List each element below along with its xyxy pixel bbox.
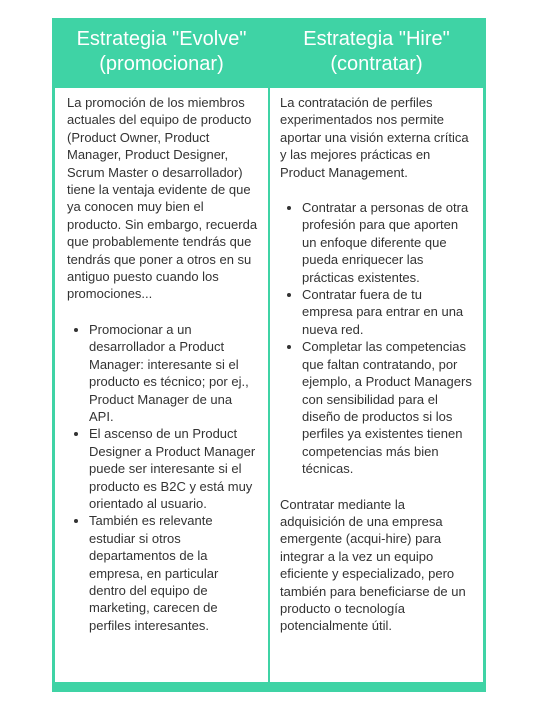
hire-header [270, 18, 483, 86]
hire-subtitle: (contratar) [330, 53, 423, 75]
list-item: • Contratar a personas de otra profesión para que aporten un enfoque diferente que pueda enriquecer las prácticas existentes. [302, 199, 473, 286]
comparison-table [52, 18, 486, 692]
hire-title: Estrategia "Hire" [303, 28, 450, 50]
list-item: • El ascenso de un Product Designer a Product Manager puede ser interesante si el producto es B2C y está muy orientado al usuario. [89, 425, 258, 512]
list-item: • Completar las competencias que faltan contratando, por ejemplo, a Product Managers con sensibilidad para el diseño de productos si los perfiles ya existentes tienen competencias más bien técnicas. [302, 338, 473, 477]
list-item: • Contratar fuera de tu empresa para entrar en una nueva red. [302, 286, 473, 338]
hire-outro: Contratar mediante la adquisición de una empresa emergente (acqui-hire) para integrar a la vez un equipo eficiente y especializado, pero también para beneficiarse de un producto o tecnología potencialmente útil. [280, 496, 466, 634]
evolve-subtitle: (promocionar) [99, 53, 224, 75]
evolve-bullet-list [67, 321, 258, 634]
evolve-column [55, 18, 268, 692]
hire-column [270, 18, 483, 692]
evolve-body [55, 88, 268, 682]
evolve-header [55, 18, 268, 86]
hire-intro: La contratación de perfiles experimentados nos permite aportar una visión externa crítica y las mejores prácticas en Product Management. [280, 95, 469, 180]
hire-bullet-list [280, 199, 473, 478]
list-item: • Promocionar a un desarrollador a Product Manager: interesante si el producto es técnico; por ej., Product Manager de una API. [89, 321, 258, 425]
list-item: • También es relevante estudiar si otros departamentos de la empresa, en particular dentro del equipo de marketing, carecen de perfiles interesantes. [89, 512, 258, 634]
evolve-intro: La promoción de los miembros actuales del equipo de producto (Product Owner, Product Manager, Product Designer, Scrum Master o desarrollador) tiene la ventaja evidente de que ya conocen muy bien el producto. Sin embargo, recuerda que probablemente tendrás que tendrás que poner a otros en su antiguo puesto cuando los promociones... [67, 95, 258, 302]
evolve-title: Estrategia "Evolve" [76, 28, 247, 50]
hire-body [270, 88, 483, 682]
